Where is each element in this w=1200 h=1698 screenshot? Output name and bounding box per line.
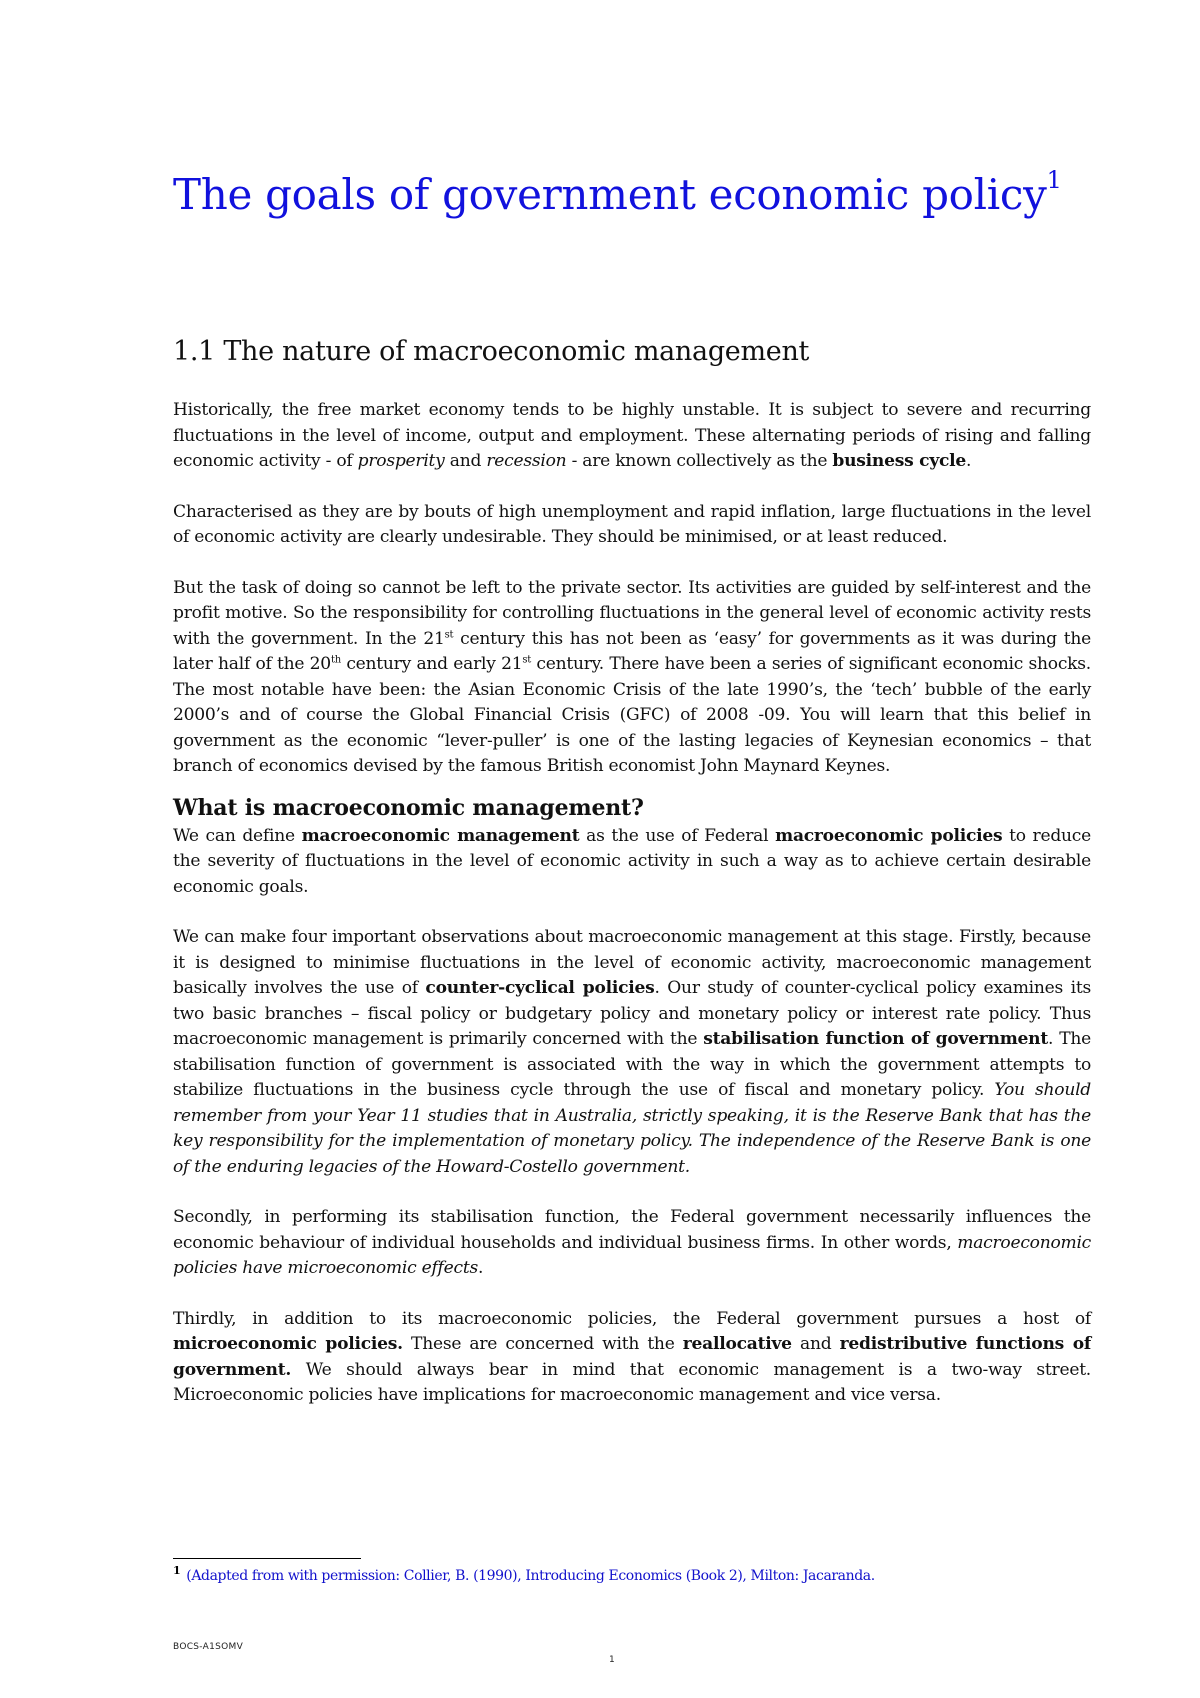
text-run: We should always bear in mind that economic management is a two-way street. Microeconomic policies have implications for macroeconomic management and vice versa. <box>173 1359 1091 1405</box>
term-stabilisation-function: stabilisation function of government <box>703 1029 1048 1049</box>
text-run: . Our study of counter-cyclical policy examines its two basic branches – fiscal policy or budgetary policy and monetary policy or interest rate policy. Thus macroeconomic management is primarily concerned with the <box>173 978 1091 1049</box>
footnote <box>173 1564 875 1584</box>
text-run: to reduce the severity of fluctuations in the level of economic activity in such a way as to achieve certain desirable economic goals. <box>173 825 1091 897</box>
text-run: These are concerned with the <box>402 1334 683 1354</box>
term-counter-cyclical: counter-cyclical policies <box>425 978 655 998</box>
text-run: . <box>477 1258 484 1278</box>
section-heading: 1.1 The nature of macroeconomic management <box>173 336 810 367</box>
text-run: Thirdly, in addition to its macroeconomic policies, the Federal government pursues a host of <box>173 1308 1091 1329</box>
document-code: BOCS-A1SOMV <box>173 1642 244 1652</box>
subheading-macro-management: What is macroeconomic management? <box>173 794 644 821</box>
term-macroeconomic-management: macroeconomic management <box>301 825 580 846</box>
text-run: Historically, the free market economy tends to be highly unstable. It is subject to severe and recurring fluctuations in the level of income, output and employment. These alternating periods of rising and falling economic activity - of <box>173 400 1091 471</box>
footnote-marker: 1 <box>173 1564 181 1577</box>
paragraph-government-responsibility <box>173 576 1091 780</box>
term-prosperity: prosperity <box>357 451 445 471</box>
paragraph-definition <box>173 824 1091 901</box>
text-run: We can make four important observations about macroeconomic management at this stage. Firstly, because it is designed to minimise fluctuations in the level of economic activity, macroeconomic management basically involves the use of <box>173 927 1091 998</box>
paragraph-firstly <box>173 925 1091 1180</box>
term-reallocative: reallocative <box>682 1334 792 1354</box>
text-run: But the task of doing so cannot be left to the private sector. Its activities are guided by self-interest and the profit motive. So the responsibility for controlling fluctuations in the general level of economic activity rests with the government. In the 21 <box>173 577 1091 649</box>
page-number: 1 <box>609 1655 615 1665</box>
text-run: We can define <box>173 825 302 846</box>
page-title <box>173 166 1062 219</box>
text-run: . The stabilisation function of government is associated with the way in which the government attempts to stabilize fluctuations in the business cycle through the use of fiscal and monetary policy. <box>173 1029 1091 1100</box>
text-run: . <box>966 451 972 471</box>
paragraph-undesirable: Characterised as they are by bouts of high unemployment and rapid inflation, large fluctuations in the level of economic activity are clearly undesirable. They should be minimised, or at least reduced. <box>173 501 1091 547</box>
paragraph-business-cycle <box>173 398 1091 475</box>
text-run: century and early 21 <box>340 654 523 674</box>
italic-micro-effects: macroeconomic policies have microeconomic effects <box>173 1232 1091 1278</box>
text-run: - are known collectively as the <box>566 451 833 471</box>
paragraph-thirdly <box>173 1307 1091 1409</box>
text-run: and <box>791 1334 840 1354</box>
footnote-divider <box>173 1558 361 1559</box>
term-recession: recession <box>486 451 567 471</box>
text-run: century this has not been as ‘easy’ for governments as it was during the later half of the 20 <box>173 628 1091 674</box>
footnote-text: (Adapted from with permission: Collier, B. (1990), Introducing Economics (Book 2), Milton: Jacaranda. <box>186 1568 875 1584</box>
ordinal-suffix: st <box>522 654 531 666</box>
italic-note-reserve-bank: You should remember from your Year 11 studies that in Australia, strictly speaking, it is the Reserve Bank that has the key responsibility for the implementation of monetary policy. The independence of the Reserve Bank is one of the enduring legacies of the Howard-Costello government. <box>173 1080 1091 1177</box>
text-run: and <box>444 451 487 471</box>
ordinal-suffix: st <box>444 628 454 640</box>
term-business-cycle: business cycle <box>832 451 967 471</box>
paragraph-secondly <box>173 1205 1091 1282</box>
page-title-text: The goals of government economic policy <box>173 170 1047 219</box>
term-microeconomic-policies: microeconomic policies. <box>173 1334 403 1354</box>
text-run: Secondly, in performing its stabilisation function, the Federal government necessarily influences the economic behaviour of individual households and individual business firms. In other words, <box>173 1207 1091 1253</box>
term-redistributive: redistributive functions of government. <box>173 1334 1091 1380</box>
text-run: as the use of Federal <box>579 825 776 846</box>
body-text <box>173 398 1091 1434</box>
text-run: century. There have been a series of significant economic shocks. The most notable have been: the Asian Economic Crisis of the late 1990’s, the ‘tech’ bubble of the early 2000’s and of course the Global Financial Crisis (GFC) of 2008 -09. You will learn that this belief in government as the economic “lever-puller’ is one of the lasting legacies of Keynesian economics – that branch of economics devised by the famous British economist John Maynard Keynes. <box>173 654 1091 776</box>
term-macroeconomic-policies: macroeconomic policies <box>775 825 1003 846</box>
title-footnote-marker[interactable]: 1 <box>1046 166 1062 194</box>
ordinal-suffix: th <box>330 654 341 666</box>
